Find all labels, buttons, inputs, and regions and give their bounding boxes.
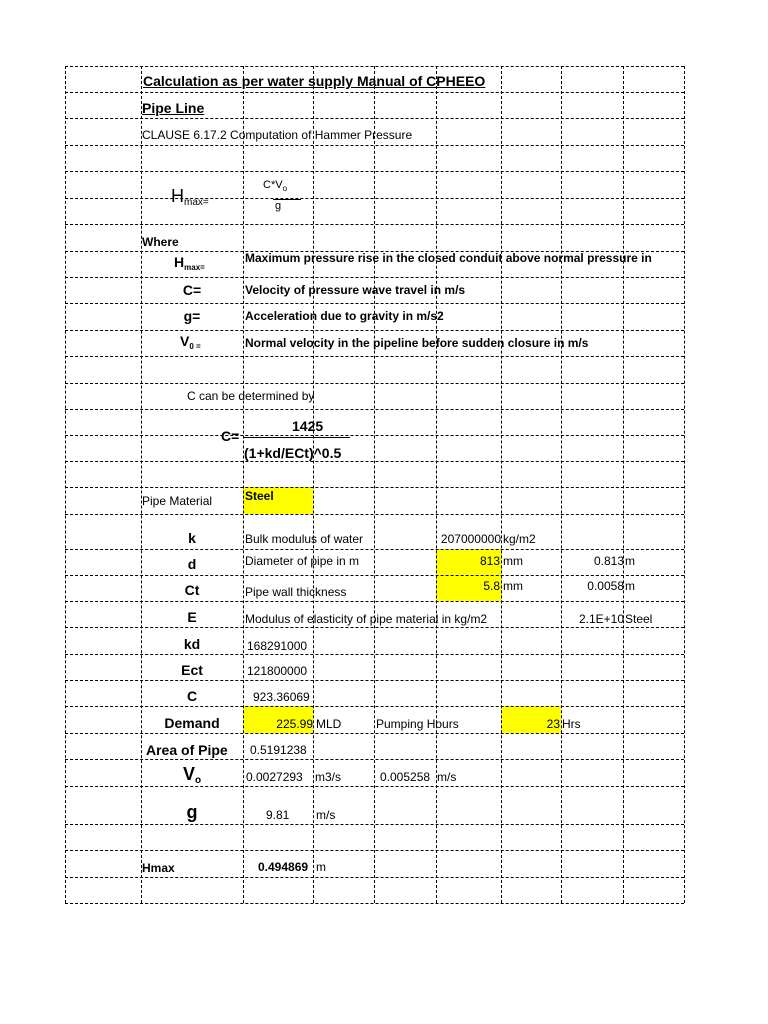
- formula-numerator: $C*V_o$: [263, 179, 288, 193]
- unit-d: mm: [503, 554, 523, 568]
- grid-hline: [65, 549, 684, 550]
- pumping-hours-label: Pumping Hours: [376, 717, 459, 731]
- value-hmax: 0.494869: [258, 860, 309, 874]
- c-denominator: (1+kd/ECt)^0.5: [244, 445, 342, 461]
- grid-vline: [561, 66, 562, 903]
- value-ect: 121800000: [247, 664, 308, 678]
- symbol-kd: kd: [183, 636, 201, 652]
- value-ct: 5.8: [483, 579, 500, 593]
- grid-vline: [374, 66, 375, 903]
- grid-hline: [65, 118, 684, 119]
- grid-hline: [65, 303, 684, 304]
- where-symbol-v0: $V_{0 =}$: [180, 333, 201, 351]
- grid-hline: [65, 706, 684, 707]
- symbol-ct: Ct: [184, 582, 200, 598]
- unit-ct: mm: [503, 579, 523, 593]
- grid-hline: [65, 680, 684, 681]
- value-c: 923.36069: [253, 690, 310, 704]
- grid-hline: [65, 461, 684, 462]
- symbol-demand: Demand: [164, 715, 220, 731]
- grid-vline: [313, 66, 314, 903]
- c-intro: C can be determined by: [187, 389, 315, 403]
- symbol-area: Area of Pipe: [146, 742, 228, 758]
- symbol-hmax: Hmax: [142, 861, 175, 875]
- where-symbol-c: C=: [182, 282, 202, 298]
- grid-hline: [65, 383, 684, 384]
- grid-hline: [65, 733, 684, 734]
- value-d-m: 0.813: [593, 554, 624, 568]
- unit-hmax: m: [316, 860, 326, 874]
- grid-hline: [65, 330, 684, 331]
- grid-hline: [65, 601, 684, 602]
- grid-hline: [65, 356, 684, 357]
- unit-q: m3/s: [315, 770, 342, 784]
- symbol-d: d: [187, 556, 197, 572]
- unit-d-m: m: [625, 554, 635, 568]
- desc-e: Modulus of elasticity of pipe material in kg/m2: [245, 612, 488, 626]
- formula-denominator: g: [275, 200, 282, 212]
- value-e: 2.1E+10: [578, 612, 624, 626]
- symbol-ect: Ect: [181, 662, 203, 678]
- grid-hline: [65, 171, 684, 172]
- material-value: Steel: [245, 489, 274, 503]
- symbol-e: E: [187, 609, 197, 625]
- where-desc-hmax: Maximum pressure rise in the closed conduit above normal pressure in: [245, 251, 652, 265]
- c-numerator: 1425: [292, 418, 324, 434]
- unit-hours: Hrs: [562, 717, 581, 731]
- c-fraction-bar: [244, 437, 350, 438]
- value-ct-m: 0.0058: [587, 579, 624, 593]
- grid-hline: [65, 627, 684, 628]
- symbol-c: C: [186, 688, 198, 704]
- grid-hline: [65, 198, 684, 199]
- symbol-k: k: [188, 530, 196, 546]
- desc-ct: Pipe wall thickness: [245, 585, 347, 599]
- grid-hline: [65, 487, 684, 488]
- symbol-g: g: [186, 802, 198, 822]
- where-desc-g: Acceleration due to gravity in m/s2: [245, 309, 444, 323]
- grid-hline: [65, 575, 684, 576]
- grid-vline: [623, 66, 624, 903]
- grid-hline: [65, 850, 684, 851]
- grid-hline: [65, 224, 684, 225]
- where-symbol-hmax: $H_{max=}$: [174, 254, 205, 272]
- unit-e: Steel: [625, 612, 653, 626]
- symbol-v0: $V_o$: [183, 764, 202, 786]
- grid-vline: [141, 66, 142, 903]
- value-area: 0.5191238: [250, 743, 307, 757]
- grid-vline: [501, 66, 502, 903]
- unit-demand: MLD: [316, 717, 342, 731]
- grid-hline: [65, 92, 684, 93]
- where-desc-c: Velocity of pressure wave travel in m/s: [245, 283, 466, 297]
- pipe-line-heading: Pipe Line: [142, 100, 205, 116]
- where-symbol-g: g=: [183, 308, 201, 324]
- grid-hline: [65, 514, 684, 515]
- value-v0: 0.005258: [380, 770, 431, 784]
- sheet-title: Calculation as per water supply Manual of CPHEEO: [143, 73, 486, 89]
- value-d: 813: [479, 554, 500, 568]
- grid-hline: [65, 277, 684, 278]
- unit-g: m/s: [316, 808, 336, 822]
- c-lhs: C=: [221, 428, 240, 444]
- grid-hline: [65, 66, 684, 67]
- clause-label: CLAUSE 6.17.2 Computation of Hammer Pressure: [142, 128, 413, 142]
- grid-hline: [65, 654, 684, 655]
- desc-d: Diameter of pipe in m: [245, 554, 360, 568]
- grid-hline: [65, 786, 684, 787]
- desc-k: Bulk modulus of water: [245, 532, 364, 546]
- where-label: Where: [142, 235, 179, 249]
- grid-vline: [684, 66, 685, 903]
- grid-hline: [65, 903, 684, 904]
- value-demand: 225.99: [276, 717, 313, 731]
- grid-hline: [65, 877, 684, 878]
- grid-hline: [65, 759, 684, 760]
- hmax-formula-lhs: $H_{max=}$: [171, 186, 209, 208]
- value-g: 9.81: [266, 808, 290, 822]
- grid-hline: [65, 145, 684, 146]
- grid-hline: [65, 435, 684, 436]
- where-desc-v0: Normal velocity in the pipeline before sudden closure in m/s: [245, 336, 589, 350]
- value-q: 0.0027293: [246, 770, 303, 784]
- material-label: Pipe Material: [142, 494, 213, 508]
- grid-vline: [243, 66, 244, 903]
- unit-v0: m/s: [437, 770, 457, 784]
- grid-vline: [65, 66, 66, 903]
- grid-hline: [65, 409, 684, 410]
- grid-hline: [65, 824, 684, 825]
- unit-k: kg/m2: [503, 532, 536, 546]
- value-hours: 23: [546, 717, 560, 731]
- value-kd: 168291000: [247, 639, 308, 653]
- value-k: 207000000: [440, 532, 501, 546]
- unit-ct-m: m: [625, 579, 635, 593]
